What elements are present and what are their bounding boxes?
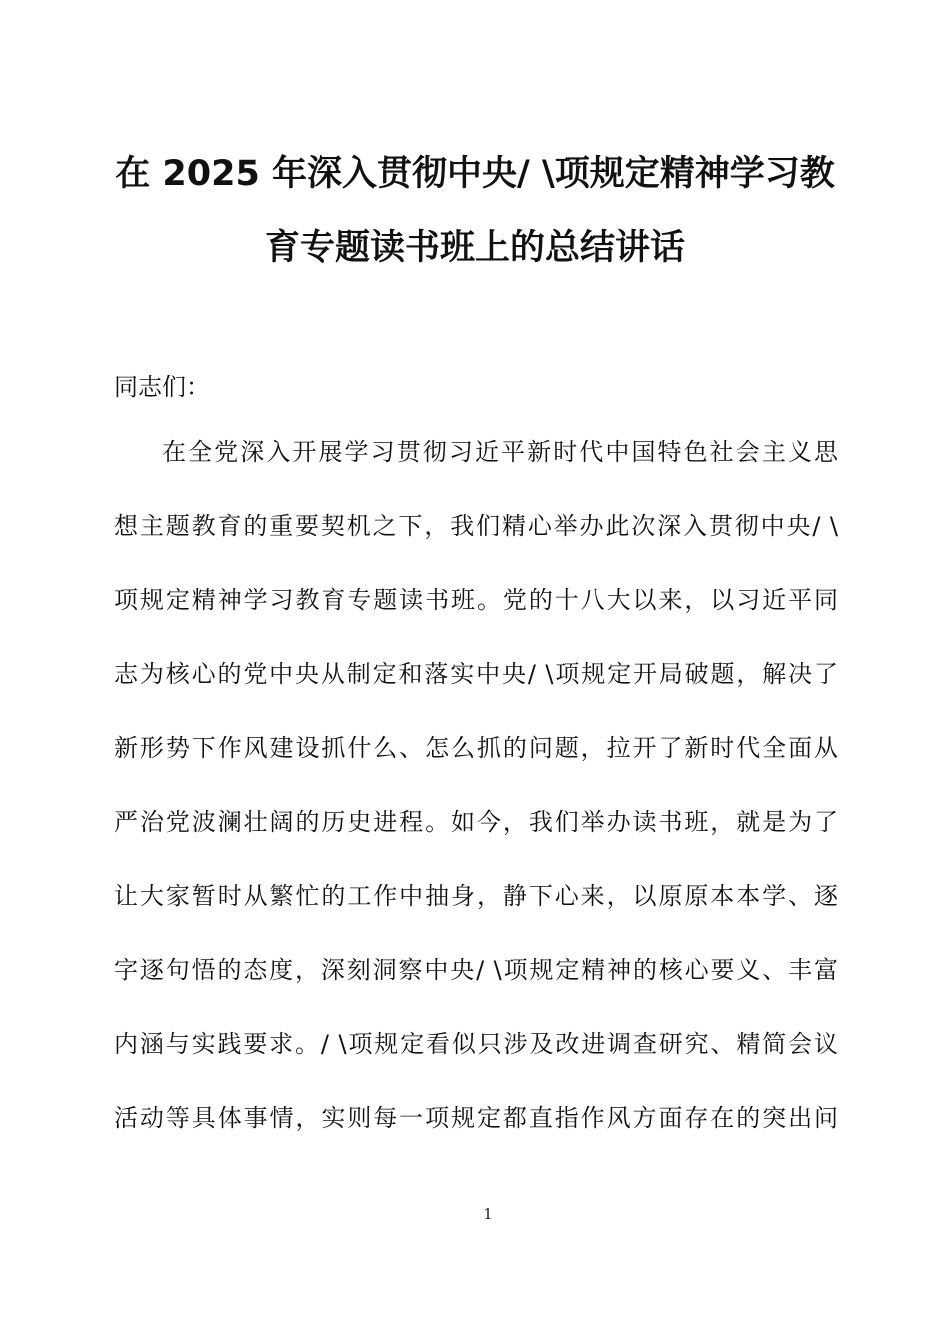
body-line: 字逐句悟的态度，深刻洞察中央/ \项规定精神的核心要义、丰富 xyxy=(114,956,838,984)
body-line: 内涵与实践要求。/ \项规定看似只涉及改进调查研究、精简会议 xyxy=(114,1030,838,1058)
document-title-line-2: 育专题读书班上的总结讲话 xyxy=(264,228,685,268)
document-title-line-1: 在 2025 年深入贯彻中央/ \项规定精神学习教 xyxy=(115,154,835,194)
body-line: 新形势下作风建设抓什么、怎么抓的问题，拉开了新时代全面从 xyxy=(114,734,838,762)
body-line: 严治党波澜壮阔的历史进程。如今，我们举办读书班，就是为了 xyxy=(114,808,838,836)
page-number: 1 xyxy=(483,1205,493,1223)
body-line: 想主题教育的重要契机之下，我们精心举办此次深入贯彻中央/ \ xyxy=(114,512,838,540)
salutation: 同志们： xyxy=(114,373,210,401)
body-line: 让大家暂时从繁忙的工作中抽身，静下心来，以原原本本学、逐 xyxy=(114,882,838,910)
body-line: 项规定精神学习教育专题读书班。党的十八大以来，以习近平同 xyxy=(114,586,838,614)
body-line: 在全党深入开展学习贯彻习近平新时代中国特色社会主义思 xyxy=(162,438,838,466)
body-line: 活动等具体事情，实则每一项规定都直指作风方面存在的突出问 xyxy=(114,1104,838,1132)
body-line: 志为核心的党中央从制定和落实中央/ \项规定开局破题，解决了 xyxy=(114,660,838,688)
